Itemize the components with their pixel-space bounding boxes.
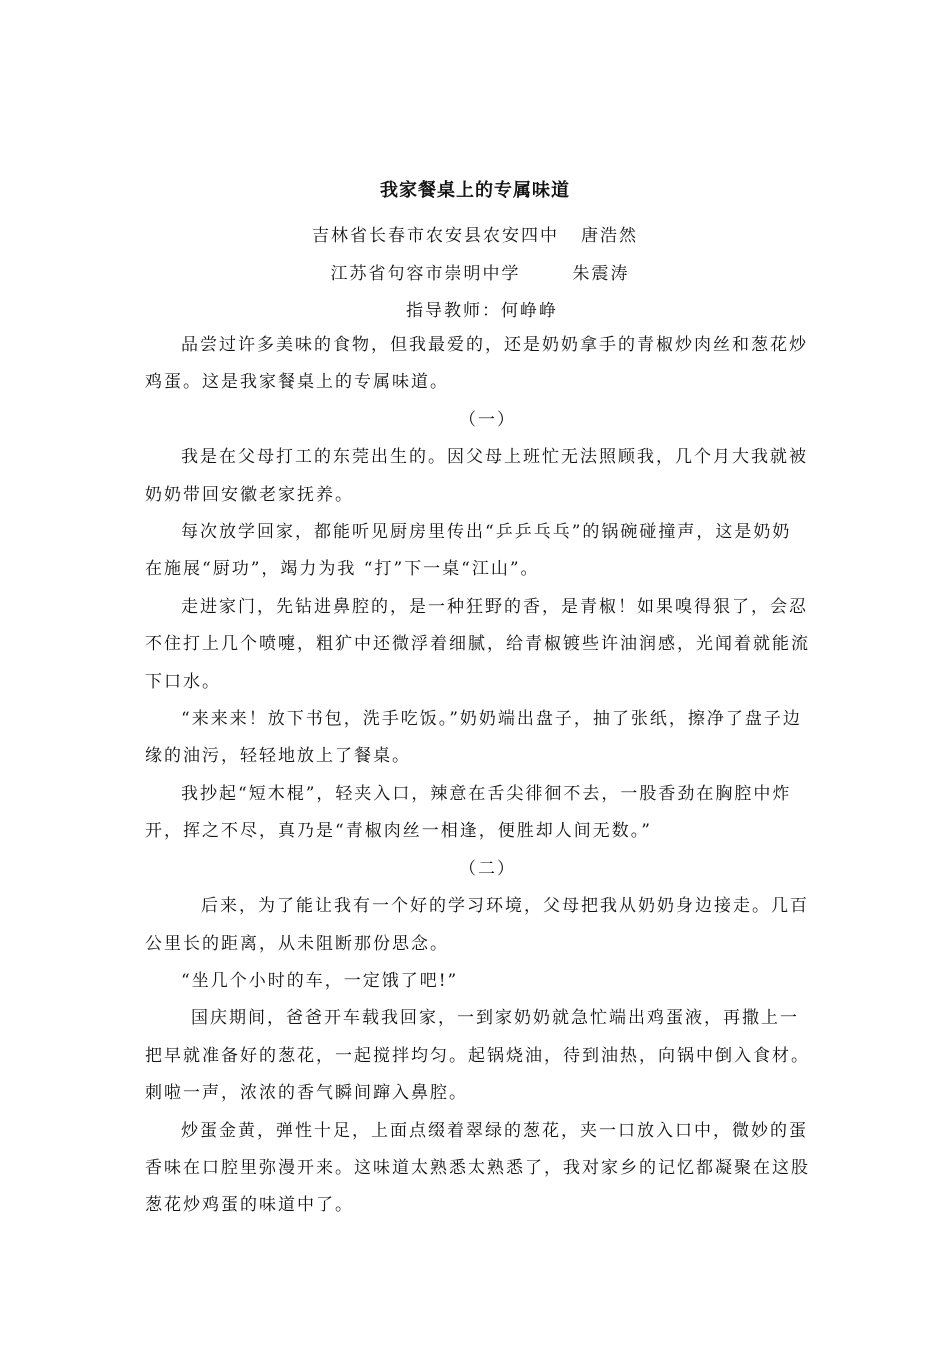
section-2-heading: （二） <box>459 858 516 879</box>
author-line-2 <box>0 259 950 284</box>
author-2-name: 朱震涛 <box>572 264 630 284</box>
section-1-heading: （一） <box>459 409 516 430</box>
paragraph-1: 我是在父母打工的东莞出生的。因父母上班忙无法照顾我，几个月大我就被奶奶带回安徽老家抚养。 <box>145 447 808 505</box>
paragraph-7: “坐几个小时的车，一定饿了吧!” <box>181 970 459 991</box>
paragraph-5: 我抄起“短木棍”，轻夹入口，辣意在舌尖徘徊不去，一股香劲在胸腔中炸开，挥之不尽，真乃是“青椒肉丝一相逢，便胜却人间无数。” <box>145 783 792 842</box>
author-2-school: 江苏省句容市崇明中学 <box>330 264 521 284</box>
paragraph-9: 炒蛋金黄，弹性十足，上面点缀着翠绿的葱花，夹一口放入口中，微妙的蛋香味在口腔里弥漫开来。这味道太熟悉太熟悉了，我对家乡的记忆都凝聚在这股葱花炒鸡蛋的味道中了。 <box>145 1120 810 1216</box>
paragraph-intro: 品尝过许多美味的食物，但我最爱的，还是奶奶拿手的青椒炒肉丝和葱花炒鸡蛋。这是我家餐桌上的专属味道。 <box>145 335 808 393</box>
author-1-name: 唐浩然 <box>581 226 638 246</box>
paragraph-3: 走进家门，先钻进鼻腔的，是一种狂野的香，是青椒！如果嗅得狠了，会忍不住打上几个喷嚏，粗犷中还微浮着细腻，给青椒镀些许油润感，光闻着就能流下口水。 <box>145 596 810 692</box>
article-body <box>145 327 810 1225</box>
paragraph-8: 国庆期间，爸爸开车载我回家，一到家奶奶就急忙端出鸡蛋液，再撒上一把早就准备好的葱花，一起搅拌均匀。起锅烧油，待到油热，向锅中倒入食材。刺啦一声，浓浓的香气瞬间蹿入鼻腔。 <box>145 1008 810 1104</box>
paragraph-6: 后来，为了能让我有一个好的学习环境，父母把我从奶奶身边接走。几百公里长的距离，从未阻断那份思念。 <box>145 896 809 954</box>
author-1-school: 吉林省长春市农安县农安四中 <box>312 226 559 246</box>
teacher-line: 指导教师：何峥峥 <box>406 301 558 321</box>
paragraph-4: “来来来！放下书包，洗手吃饭。”奶奶端出盘子，抽了张纸，擦净了盘子边缘的油污，轻轻地放上了餐桌。 <box>145 709 802 767</box>
author-line-1 <box>0 221 950 246</box>
paragraph-2: 每次放学回家，都能听见厨房里传出“乒乒乓乓”的锅碗碰撞声，这是奶奶在施展“厨功”，竭力为我 “打”下一桌“江山”。 <box>145 522 792 580</box>
document-title: 我家餐桌上的专属味道 <box>380 180 570 201</box>
